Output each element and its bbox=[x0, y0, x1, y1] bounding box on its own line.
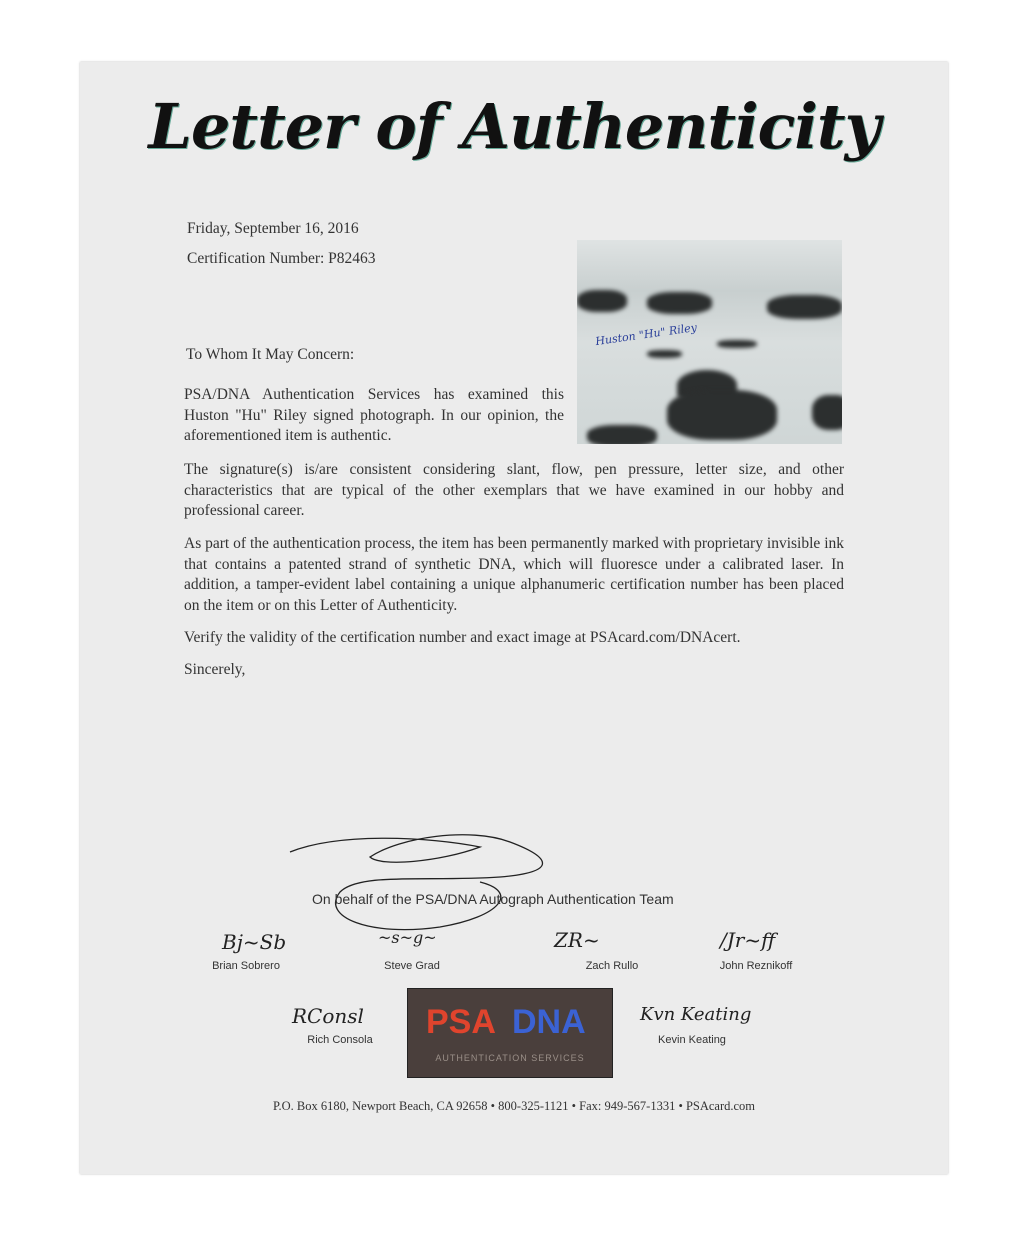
signature-grad: ~s~g~ bbox=[378, 928, 437, 947]
signature-sobrero: Bj~Sb bbox=[222, 930, 287, 954]
salutation: To Whom It May Concern: bbox=[186, 346, 355, 363]
paragraph-3: As part of the authentication process, the item has been permanently marked with proprietary invisible ink that contains a patented strand of synthetic DNA, which will fluoresce under a calibrated laser. In addition, a tamper-evident label containing a unique alphanumeric certification number has been placed on the item or on this Letter of Authenticity. bbox=[184, 535, 844, 614]
logo-subtitle: AUTHENTICATION SERVICES bbox=[435, 1053, 585, 1063]
signature-reznikoff: /Jr~ff bbox=[720, 928, 776, 952]
signer-name: Kevin Keating bbox=[658, 1034, 726, 1046]
logo-psa: PSA bbox=[426, 1003, 496, 1041]
signer-name: Rich Consola bbox=[307, 1034, 373, 1046]
team-line: On behalf of the PSA/DNA Autograph Authentication Team bbox=[312, 891, 674, 907]
letter-date: Friday, September 16, 2016 bbox=[187, 220, 359, 237]
signed-photograph bbox=[577, 240, 842, 444]
main-signature bbox=[280, 832, 580, 942]
signer-name: John Reznikoff bbox=[719, 960, 793, 972]
paragraph-2: The signature(s) is/are consistent considering slant, flow, pen pressure, letter size, and other characteristics that are typical of the other exemplars that we have examined in our hobby and professional career. bbox=[184, 461, 844, 519]
signature-rullo: ZR~ bbox=[554, 928, 600, 952]
certification-number: Certification Number: P82463 bbox=[187, 250, 376, 267]
photo-autograph: Huston "Hu" Riley bbox=[594, 320, 698, 349]
signer-name: Steve Grad bbox=[384, 960, 440, 972]
letter-sheet bbox=[80, 62, 948, 1174]
footer-contact: P.O. Box 6180, Newport Beach, CA 92658 • 800-325-1121 • Fax: 949-567-1331 • PSAcard.com bbox=[272, 1099, 756, 1113]
signature-consola: RConsl bbox=[292, 1004, 364, 1028]
signature-keating: Kvn Keating bbox=[640, 1004, 752, 1025]
logo-dna: DNA bbox=[512, 1003, 586, 1041]
signer-name: Brian Sobrero bbox=[212, 960, 280, 972]
paragraph-4: Verify the validity of the certification number and exact image at PSAcard.com/DNAcert. bbox=[184, 629, 741, 646]
paragraph-1: PSA/DNA Authentication Services has examined this Huston "Hu" Riley signed photograph. In our opinion, the aforementioned item is authentic. bbox=[184, 386, 564, 444]
signer-name: Zach Rullo bbox=[585, 960, 639, 972]
psa-dna-logo bbox=[407, 988, 613, 1078]
letter-title: Letter of Authenticity bbox=[148, 90, 880, 163]
closing: Sincerely, bbox=[184, 661, 246, 678]
